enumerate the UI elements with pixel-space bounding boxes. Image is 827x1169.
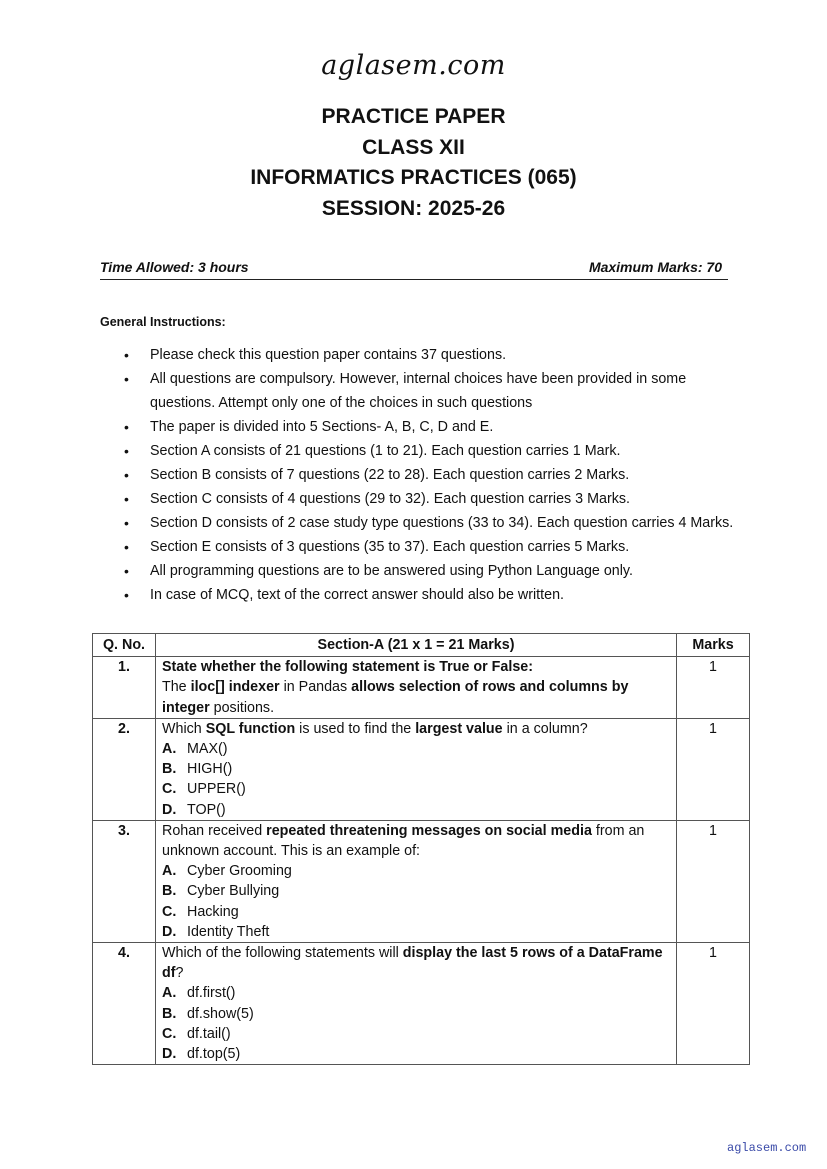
header-section: Section-A (21 x 1 = 21 Marks) <box>156 634 677 657</box>
subject-title: INFORMATICS PRACTICES (065) <box>250 166 577 189</box>
bullet-icon: • <box>124 371 129 387</box>
option: D. Identity Theft <box>162 923 270 940</box>
option: B. Cyber Bullying <box>162 883 280 900</box>
bullet-icon: • <box>124 539 129 555</box>
class-title: CLASS XII <box>362 135 465 159</box>
watermark-link[interactable]: aglasem.com <box>727 1141 807 1155</box>
header-marks: Marks <box>677 634 750 657</box>
question-marks: 1 <box>677 820 750 942</box>
header-qno: Q. No. <box>93 634 156 657</box>
time-allowed: Time Allowed: 3 hours <box>100 259 249 275</box>
bullet-icon: • <box>124 563 129 579</box>
option: D. TOP() <box>162 801 226 818</box>
option: C. df.tail() <box>162 1025 231 1042</box>
question-text: Rohan received repeated threatening messages on social media from an unknown account. This is an example of: A. Cyber Grooming B. Cyber Bullying C. Hacking D. Identity Theft <box>156 820 677 942</box>
question-marks: 1 <box>677 657 750 719</box>
option: D. df.top(5) <box>162 1046 241 1063</box>
instruction-item: • Section A consists of 21 questions (1 to 21). Each question carries 1 Mark. <box>122 439 737 463</box>
instruction-item: • In case of MCQ, text of the correct answer should also be written. <box>122 583 737 607</box>
general-instructions-label: General Instructions: <box>100 315 226 329</box>
maximum-marks: Maximum Marks: 70 <box>588 259 722 275</box>
table-row <box>93 657 750 719</box>
question-marks: 1 <box>677 718 750 820</box>
instruction-item: • The paper is divided into 5 Sections- A, B, C, D and E. <box>122 415 737 439</box>
question-number: 3. <box>93 820 156 942</box>
option: B. df.show(5) <box>162 1005 254 1022</box>
bullet-icon: • <box>124 491 129 507</box>
question-text: Which of the following statements will display the last 5 rows of a DataFrame df? A. df.first() B. df.show(5) C. df.tail() D. df.top(5) <box>156 943 677 1065</box>
question-text: Which SQL function is used to find the largest value in a column? A. MAX() B. HIGH() C. UPPER() D. TOP() <box>156 718 677 820</box>
instruction-item: • Please check this question paper contains 37 questions. <box>122 343 737 367</box>
exam-meta-bar <box>100 257 728 280</box>
paper-title-block <box>0 102 827 224</box>
instruction-item: • All questions are compulsory. However, internal choices have been provided in some questions. Attempt only one of the choices in such questions <box>122 367 737 415</box>
instruction-item: • Section B consists of 7 questions (22 to 28). Each question carries 2 Marks. <box>122 463 737 487</box>
paper-title: PRACTICE PAPER <box>321 105 506 128</box>
option: C. UPPER() <box>162 781 246 798</box>
table-row <box>93 943 750 1065</box>
instruction-item: • All programming questions are to be answered using Python Language only. <box>122 559 737 583</box>
bullet-icon: • <box>124 443 129 459</box>
option: C. Hacking <box>162 903 239 920</box>
question-number: 1. <box>93 657 156 719</box>
site-logo: aglasem.com <box>321 50 506 81</box>
bullet-icon: • <box>124 587 129 603</box>
instruction-item: • Section C consists of 4 questions (29 to 32). Each question carries 3 Marks. <box>122 487 737 511</box>
table-row <box>93 820 750 942</box>
instruction-item: • Section E consists of 3 questions (35 to 37). Each question carries 5 Marks. <box>122 535 737 559</box>
bullet-icon: • <box>124 419 129 435</box>
instructions-list <box>122 343 737 607</box>
bullet-icon: • <box>124 515 129 531</box>
option: A. MAX() <box>162 741 228 758</box>
question-text: State whether the following statement is True or False: The iloc[] indexer in Pandas allows selection of rows and columns by integer positions. <box>156 657 677 719</box>
table-header-row <box>93 634 750 657</box>
instruction-item: • Section D consists of 2 case study type questions (33 to 34). Each question carries 4 Marks. <box>122 511 737 535</box>
option: B. HIGH() <box>162 761 233 778</box>
table-row <box>93 718 750 820</box>
question-number: 4. <box>93 943 156 1065</box>
question-number: 2. <box>93 718 156 820</box>
questions-table <box>92 633 750 1065</box>
question-marks: 1 <box>677 943 750 1065</box>
option: A. df.first() <box>162 985 236 1002</box>
option: A. Cyber Grooming <box>162 863 292 880</box>
bullet-icon: • <box>124 467 129 483</box>
session-title: SESSION: 2025-26 <box>321 196 506 220</box>
bullet-icon: • <box>124 347 129 363</box>
